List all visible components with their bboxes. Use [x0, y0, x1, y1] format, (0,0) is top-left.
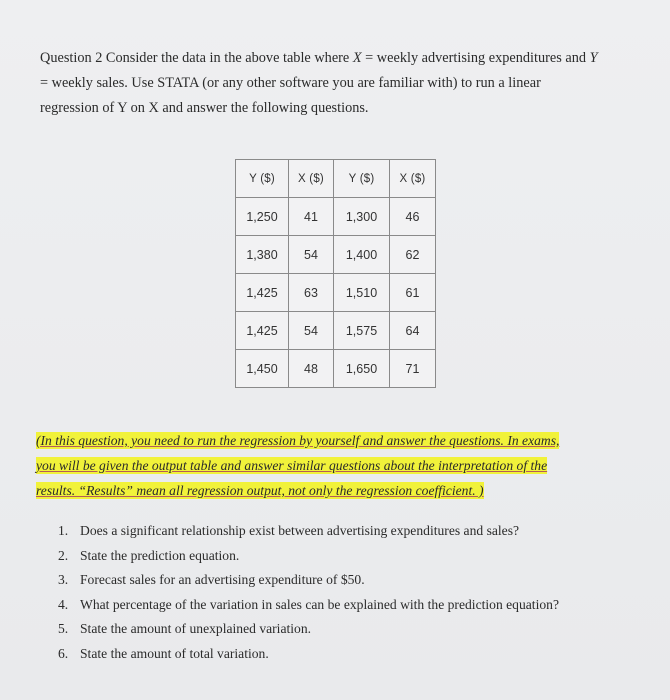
table-cell: 63: [289, 274, 334, 312]
question-intro: [40, 46, 640, 121]
question-list: [58, 519, 559, 666]
header-y-1: Y ($): [236, 160, 289, 198]
table-cell: 1,380: [236, 236, 289, 274]
table-row: [236, 312, 436, 350]
note-line-3: results. “Results” mean all regression output, not only the regression coefficient. ): [36, 483, 484, 498]
header-y-2: Y ($): [334, 160, 390, 198]
header-x-1: X ($): [289, 160, 334, 198]
table-cell: 1,400: [334, 236, 390, 274]
table-cell: 1,300: [334, 198, 390, 236]
note-line-2: you will be given the output table and answer similar questions about the interpretation of the: [36, 458, 548, 473]
table-cell: 46: [390, 198, 436, 236]
list-item: 4. What percentage of the variation in sales can be explained with the prediction equation?: [58, 596, 559, 612]
table-cell: 54: [289, 312, 334, 350]
note-line-1: (In this question, you need to run the regression by yourself and answer the questions. In exams,: [36, 433, 560, 448]
table-cell: 1,450: [236, 350, 289, 388]
table-cell: 1,425: [236, 312, 289, 350]
list-item: 5. State the amount of unexplained variation.: [58, 621, 312, 636]
table-row: [236, 198, 436, 236]
table-header-row: [236, 160, 436, 198]
table-cell: 62: [390, 236, 436, 274]
table-cell: 64: [390, 312, 436, 350]
intro-line-1: Question 2 Consider the data in the above table where X = weekly advertising expenditures and Y: [40, 50, 598, 66]
table-row: [236, 274, 436, 312]
table-row: [236, 350, 436, 388]
table-cell: 1,250: [236, 198, 289, 236]
table-row: [236, 236, 436, 274]
table-cell: 48: [289, 350, 334, 388]
intro-line-3: regression of Y on X and answer the following questions.: [40, 100, 369, 116]
table-cell: 1,510: [334, 274, 390, 312]
x-variable: X: [352, 50, 362, 66]
highlighted-note: [36, 428, 636, 503]
table-cell: 71: [390, 350, 436, 388]
y-variable: Y: [589, 50, 598, 66]
table-cell: 41: [289, 198, 334, 236]
table-cell: 1,575: [334, 312, 390, 350]
list-item: 3. Forecast sales for an advertising expenditure of $50.: [58, 572, 365, 587]
table-cell: 1,425: [236, 274, 289, 312]
list-item: 6. State the amount of total variation.: [58, 645, 269, 661]
list-item: 2. State the prediction equation.: [58, 547, 240, 563]
table-cell: 54: [289, 236, 334, 274]
data-table: [235, 159, 436, 388]
list-item: 1. Does a significant relationship exist between advertising expenditures and sales?: [58, 523, 520, 538]
table-cell: 1,650: [334, 350, 390, 388]
header-x-2: X ($): [390, 160, 436, 198]
intro-line-2: = weekly sales. Use STATA (or any other software you are familiar with) to run a linear: [40, 75, 541, 91]
table-cell: 61: [390, 274, 436, 312]
